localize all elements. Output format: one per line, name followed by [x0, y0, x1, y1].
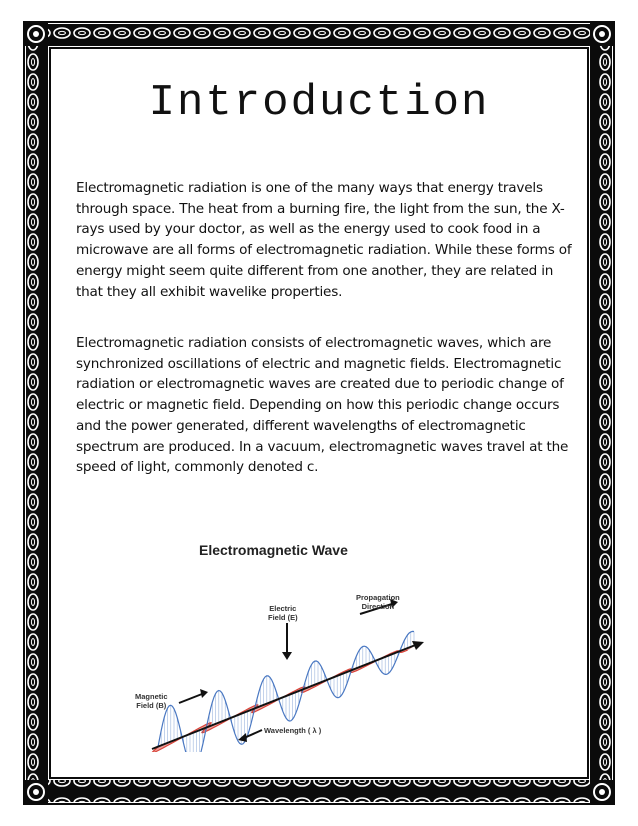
- electric-field-label: Electric Field (E): [268, 604, 298, 622]
- intro-paragraph-1: Electromagnetic radiation is one of the many ways that energy travels through space. The heat from a burning fire, the light from the sun, the X-rays used by your doctor, as well as the energy used to cook food in a microwave are all forms of electromagnetic radiation. While these forms of energy might seem quite different from one another, they are related in that they all exhibit wavelike properties.: [76, 180, 572, 300]
- border-top: [46, 24, 592, 46]
- propagation-direction-label: Propagation Direction: [356, 593, 400, 611]
- page-title: Introduction: [148, 78, 490, 128]
- corner-ornament-icon: [24, 780, 48, 804]
- corner-ornament-icon: [590, 780, 614, 804]
- border-left: [26, 46, 48, 780]
- magnetic-field-arrow: [179, 694, 202, 703]
- page-content: [52, 48, 586, 776]
- border-right: [590, 46, 612, 780]
- figure-title: Electromagnetic Wave: [199, 542, 348, 558]
- em-wave-figure: [132, 542, 432, 752]
- magnetic-field-label: Magnetic Field (B): [135, 692, 168, 710]
- corner-ornament-icon: [590, 22, 614, 46]
- border-bottom: [46, 780, 592, 802]
- wavelength-arrow: [244, 730, 262, 738]
- em-wave-diagram: [132, 542, 432, 752]
- corner-ornament-icon: [24, 22, 48, 46]
- intro-paragraph-2: Electromagnetic radiation consists of electromagnetic waves, which are synchronized oscillations of electric and magnetic fields. Electromagnetic radiation or electromagnetic waves are created due to periodic change of electric or magnetic field. Depending on how this periodic change occurs and the power generated, different wavelengths of electromagnetic spectrum are produced. In a vacuum, electromagnetic waves travel at the speed of light, commonly denoted c.: [76, 335, 569, 476]
- wavelength-label: Wavelength ( λ ): [264, 726, 322, 735]
